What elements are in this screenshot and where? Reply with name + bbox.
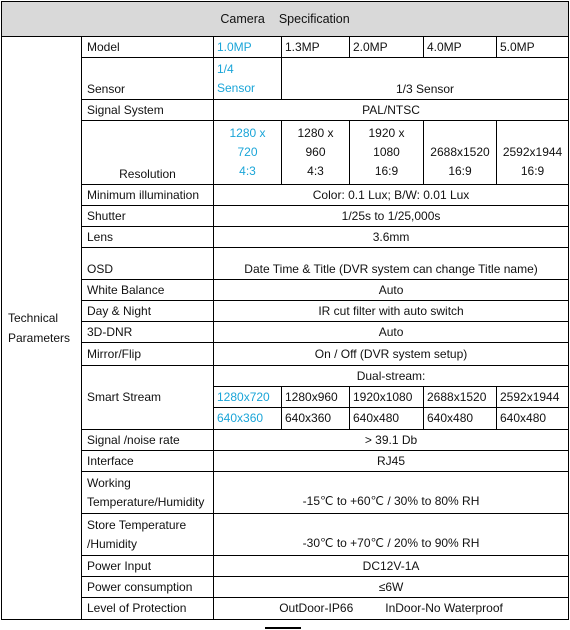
row-model xyxy=(2,37,569,58)
smart-stream-title: Dual-stream: xyxy=(214,366,569,387)
resolution-3-line2: 1080 xyxy=(373,145,400,159)
power-consumption-value: ≤6W xyxy=(214,577,569,598)
resolution-2-ratio: 4:3 xyxy=(307,164,324,178)
resolution-3-ratio: 16:9 xyxy=(374,164,399,178)
row-signal-system xyxy=(2,100,569,121)
smart-stream-label: Smart Stream xyxy=(82,366,214,430)
header-row xyxy=(2,2,569,37)
stream-main-3: 1920x1080 xyxy=(350,387,424,408)
row-power-consumption xyxy=(2,577,569,598)
row-smart-stream-title xyxy=(2,366,569,387)
stream-sub-4: 640x480 xyxy=(424,408,497,430)
mirror-flip-label: Mirror/Flip xyxy=(82,343,214,366)
model-1mp: 1.0MP xyxy=(214,37,282,58)
resolution-col-3 xyxy=(350,121,424,185)
sensor-label: Sensor xyxy=(82,58,214,100)
protection-indoor: InDoor-No Waterproof xyxy=(385,601,503,615)
resolution-5-ratio: 16:9 xyxy=(520,164,545,178)
sensor-first-line2: Sensor xyxy=(217,80,256,95)
lens-value: 3.6mm xyxy=(214,227,569,248)
row-snr xyxy=(2,430,569,451)
title-specification: Specification xyxy=(278,11,350,26)
title-camera: Camera xyxy=(220,11,265,26)
power-input-value: DC12V-1A xyxy=(214,556,569,577)
resolution-4-ratio: 16:9 xyxy=(448,164,472,178)
interface-value: RJ45 xyxy=(214,451,569,472)
spec-table xyxy=(1,1,569,620)
store-temp-label xyxy=(82,514,214,556)
row-shutter xyxy=(2,206,569,227)
resolution-1-line1: 1280 x xyxy=(229,126,266,140)
resolution-5-line2: 2592x1944 xyxy=(502,145,563,159)
row-min-illumination xyxy=(2,185,569,206)
store-temp-label-line1: Store Temperature xyxy=(87,517,187,532)
white-balance-label: White Balance xyxy=(82,280,214,301)
row-sensor xyxy=(2,58,569,100)
store-temp-value: -30℃ to +70℃ / 20% to 90% RH xyxy=(214,514,569,556)
lens-label: Lens xyxy=(82,227,214,248)
model-1-3mp: 1.3MP xyxy=(282,37,350,58)
white-balance-value: Auto xyxy=(214,280,569,301)
signal-system-value: PAL/NTSC xyxy=(214,100,569,121)
osd-label: OSD xyxy=(82,248,214,280)
stream-main-1: 1280x720 xyxy=(214,387,282,408)
day-night-value: IR cut filter with auto switch xyxy=(214,301,569,322)
section-label-line1: Technical xyxy=(8,311,59,325)
stream-sub-2: 640x360 xyxy=(282,408,350,430)
resolution-col-4 xyxy=(424,121,497,185)
row-power-input xyxy=(2,556,569,577)
resolution-5-line1 xyxy=(500,124,565,143)
power-consumption-label: Power consumption xyxy=(82,577,214,598)
sensor-first-line1: 1/4 xyxy=(217,61,234,76)
row-interface xyxy=(2,451,569,472)
resolution-2-line1: 1280 x xyxy=(297,126,334,140)
protection-outdoor: OutDoor-IP66 xyxy=(279,601,354,615)
resolution-1-ratio: 4:3 xyxy=(239,164,256,178)
protection-label: Level of Protection xyxy=(82,598,214,620)
resolution-3-line1: 1920 x xyxy=(368,126,405,140)
row-resolution xyxy=(2,121,569,185)
resolution-4-line2: 2688x1520 xyxy=(430,145,490,159)
protection-value xyxy=(214,598,569,620)
sensor-rest: 1/3 Sensor xyxy=(282,58,569,100)
section-label xyxy=(2,37,82,620)
shutter-label: Shutter xyxy=(82,206,214,227)
row-lens xyxy=(2,227,569,248)
section-label-line2: Parameters xyxy=(8,331,71,345)
snr-label: Signal /noise rate xyxy=(82,430,214,451)
row-mirror-flip xyxy=(2,343,569,366)
resolution-col-2 xyxy=(282,121,350,185)
resolution-1-line2: 720 xyxy=(237,145,258,159)
row-3d-dnr xyxy=(2,322,569,343)
model-5mp: 5.0MP xyxy=(497,37,569,58)
row-protection xyxy=(2,598,569,620)
snr-value: > 39.1 Db xyxy=(214,430,569,451)
min-illumination-label: Minimum illumination xyxy=(82,185,214,206)
osd-value: Date Time & Title (DVR system can change Title name) xyxy=(214,248,569,280)
row-osd xyxy=(2,248,569,280)
stream-main-5: 2592x1944 xyxy=(497,387,569,408)
day-night-label: Day & Night xyxy=(82,301,214,322)
row-day-night xyxy=(2,301,569,322)
dnr-label: 3D-DNR xyxy=(82,322,214,343)
resolution-label: Resolution xyxy=(82,121,214,185)
mirror-flip-value: On / Off (DVR system setup) xyxy=(214,343,569,366)
power-input-label: Power Input xyxy=(82,556,214,577)
row-store-temp xyxy=(2,514,569,556)
store-temp-label-line2: /Humidity xyxy=(87,536,138,551)
table-title xyxy=(2,2,569,37)
stream-sub-5: 640x480 xyxy=(497,408,569,430)
stream-sub-1: 640x360 xyxy=(214,408,282,430)
working-temp-label xyxy=(82,472,214,514)
row-working-temp xyxy=(2,472,569,514)
resolution-2-line2: 960 xyxy=(305,145,326,159)
working-temp-label-line1: Working xyxy=(87,475,131,490)
resolution-col-1 xyxy=(214,121,282,185)
signal-system-label: Signal System xyxy=(82,100,214,121)
stream-sub-3: 640x480 xyxy=(350,408,424,430)
dnr-value: Auto xyxy=(214,322,569,343)
shutter-value: 1/25s to 1/25,000s xyxy=(214,206,569,227)
model-4mp: 4.0MP xyxy=(424,37,497,58)
resolution-col-5 xyxy=(497,121,569,185)
working-temp-value: -15℃ to +60℃ / 30% to 80% RH xyxy=(214,472,569,514)
model-label: Model xyxy=(82,37,214,58)
bottom-marker xyxy=(265,627,301,629)
sensor-first xyxy=(214,58,282,100)
row-white-balance xyxy=(2,280,569,301)
resolution-4-line1 xyxy=(427,124,493,143)
stream-main-4: 2688x1520 xyxy=(424,387,497,408)
working-temp-label-line2: Temperature/Humidity xyxy=(87,494,205,509)
stream-main-2: 1280x960 xyxy=(282,387,350,408)
model-2mp: 2.0MP xyxy=(350,37,424,58)
min-illumination-value: Color: 0.1 Lux; B/W: 0.01 Lux xyxy=(214,185,569,206)
interface-label: Interface xyxy=(82,451,214,472)
